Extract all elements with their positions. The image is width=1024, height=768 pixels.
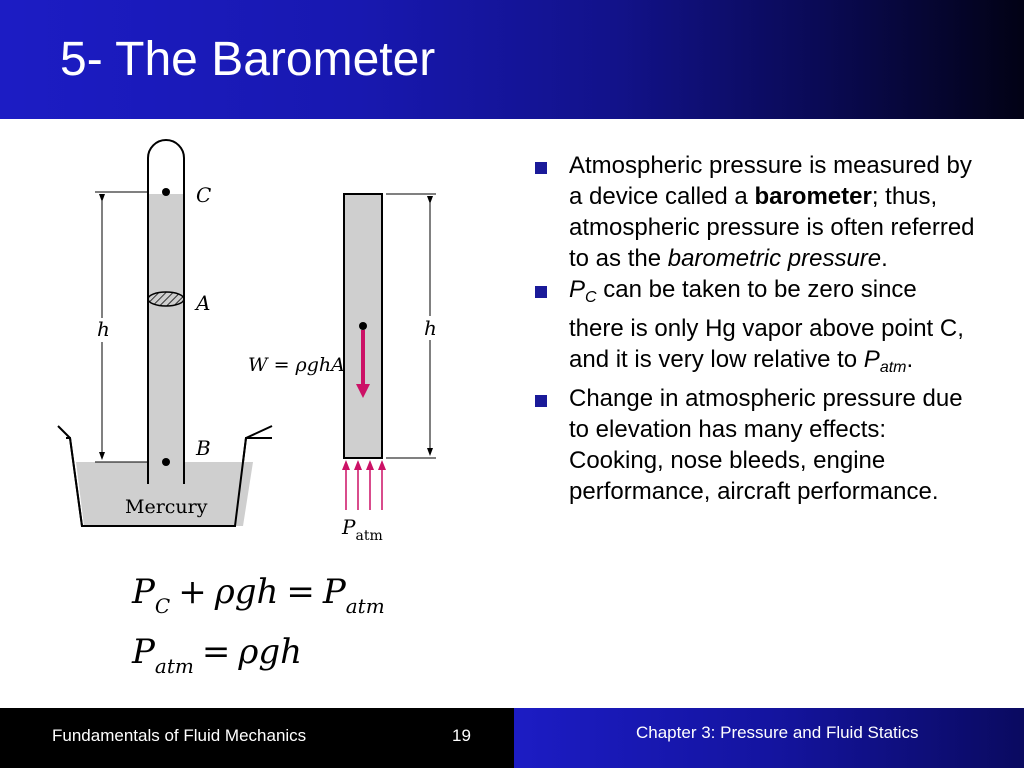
barometer-diagram [40,128,510,568]
label-mercury: Mercury [125,496,208,518]
label-weight: W = ρghA [248,354,345,376]
point-c [162,188,170,196]
barometer-tube [148,140,184,484]
footer-course-title: Fundamentals of Fluid Mechanics [52,726,307,745]
patm-arrows [342,460,386,510]
bullet-item: Atmospheric pressure is measured by a device called a barometer; thus, atmospheric pressure is often referred to as the barometric pressure. [535,150,975,274]
label-a: A [196,291,211,315]
footer-chapter-title: Chapter 3: Pressure and Fluid Statics [636,723,919,742]
point-b [162,458,170,466]
bullet-square-icon [535,162,547,174]
bullet-square-icon [535,286,547,298]
bullet-item: $P_C$ can be taken to be zero since there is only Hg vapor above point C, and it is very low relative to $P_{atm}$. [535,274,975,383]
equation-1: $P_C + \rho gh = P_{atm}$ [132,572,385,618]
footer-page-number: 19 [452,726,471,745]
label-h-left: h [97,317,110,341]
bullet-item: Change in atmospheric pressure due to elevation has many effects: Cooking, nose bleeds, engine performance, aircraft performance. [535,383,975,507]
label-c: C [196,183,212,207]
label-b: B [196,436,211,460]
cross-section-a [148,292,184,306]
slide-title: 5- The Barometer [60,33,436,86]
free-body-column [344,194,382,458]
label-h-right: h [424,316,437,340]
label-patm: $P_{atm}$ [342,515,383,544]
equation-2: $P_{atm} = \rho gh$ [132,632,302,678]
bullet-list [535,150,975,507]
bullet-square-icon [535,395,547,407]
